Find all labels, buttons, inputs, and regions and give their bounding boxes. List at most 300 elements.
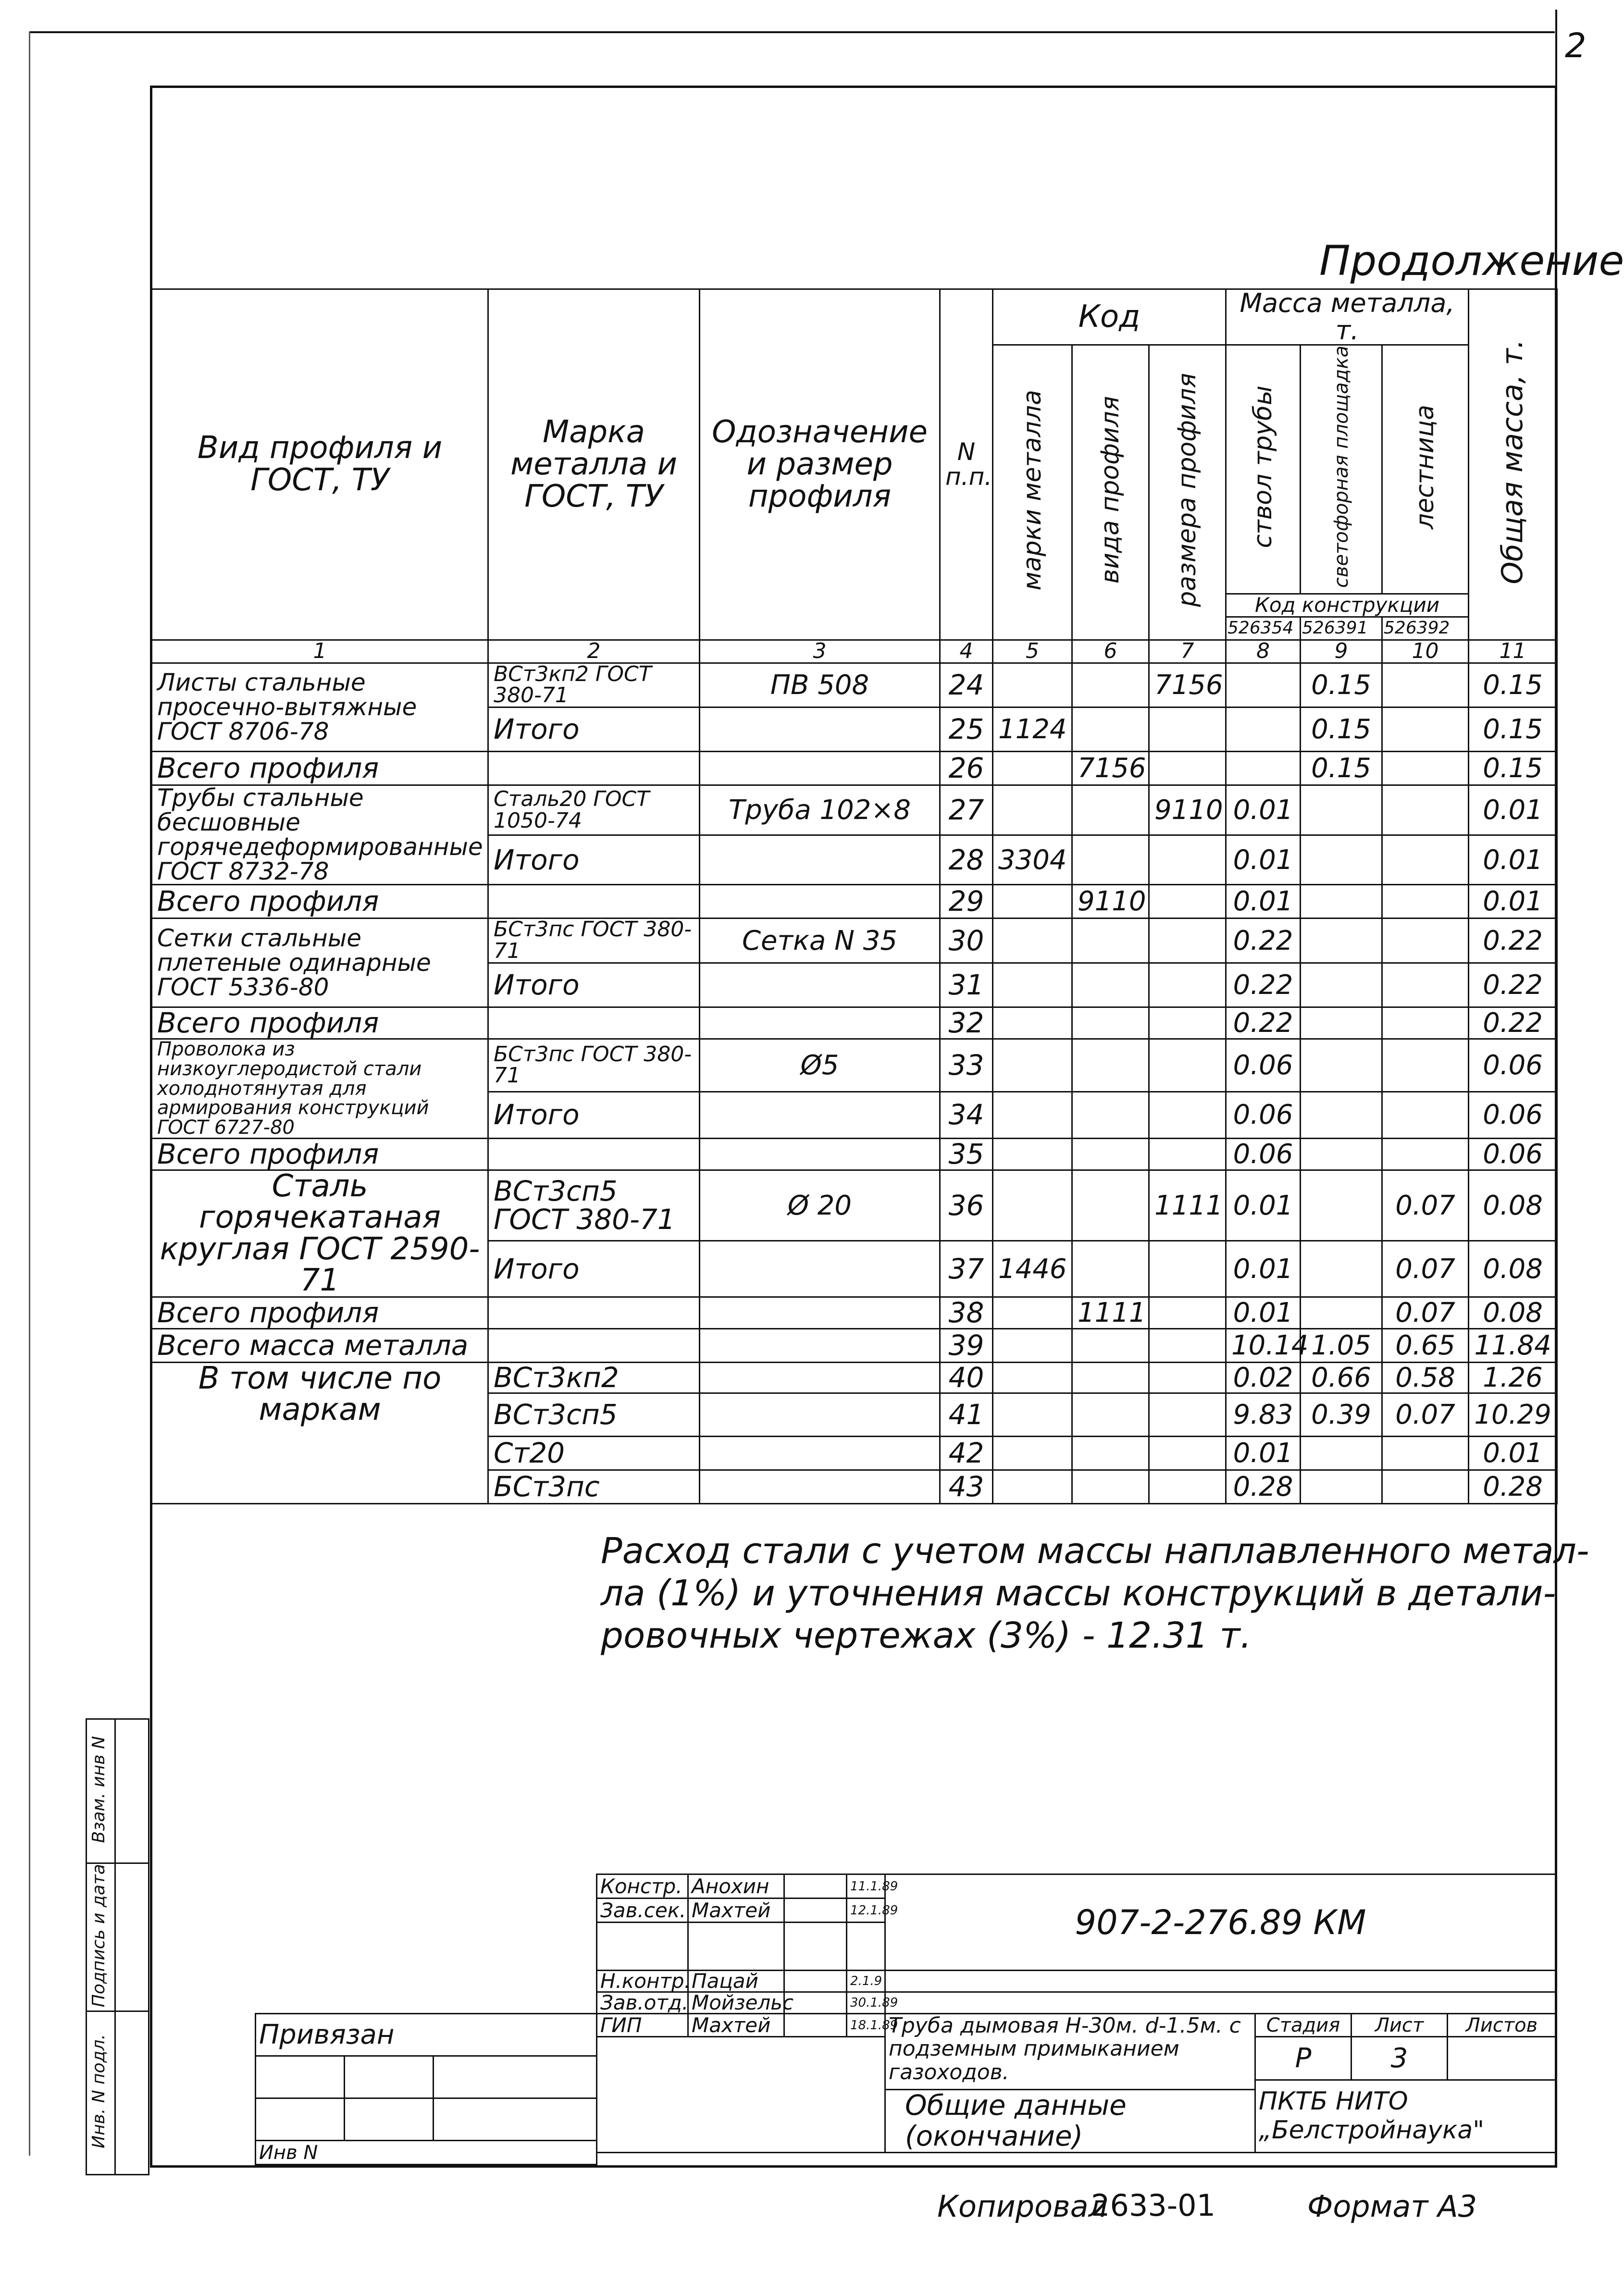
title-block-blank	[885, 1971, 1556, 1992]
cell-k6	[1072, 1241, 1149, 1297]
cell-t: 0.08	[1469, 1170, 1557, 1241]
cell-k6	[1072, 663, 1149, 707]
cell-m8: 0.01	[1226, 835, 1301, 885]
format-label: Формат А3	[1307, 2189, 1477, 2224]
right-edge-line	[1555, 10, 1557, 87]
cell-k7	[1149, 1139, 1226, 1170]
cell-k5	[993, 1297, 1072, 1329]
organization	[1255, 2080, 1556, 2153]
table-row	[152, 663, 1557, 707]
colnum-1: 1	[152, 640, 488, 663]
cell-m8: 0.06	[1226, 1039, 1301, 1092]
cell-k5	[993, 1393, 1072, 1437]
sheets-value	[1448, 2037, 1556, 2080]
cell-c2: Итого	[488, 1092, 700, 1138]
cell-t: 0.15	[1469, 752, 1557, 785]
cell-n: 24	[940, 663, 993, 707]
sheet-title-line-1: Общие данные	[905, 2089, 1127, 2122]
binding-block	[255, 2013, 597, 2165]
document-code: 907-2-276.89 КМ	[885, 1874, 1556, 1971]
object-name: Труба дымовая Н-30м. d-1.5м. с подземным примыканием газоходов.	[885, 2014, 1255, 2090]
role-label	[597, 1923, 688, 1971]
cell-t: 0.01	[1469, 1437, 1557, 1470]
role-name: Пацай	[688, 1971, 784, 1992]
cell-c2: Сталь20 ГОСТ 1050-74	[488, 785, 700, 835]
cell-c3: Ø 20	[700, 1170, 940, 1241]
cell-c3	[700, 1092, 940, 1138]
copied-label: Копировал	[937, 2189, 1108, 2224]
cell-c3	[700, 835, 940, 885]
cell-c1: Всего масса металла	[152, 1329, 488, 1363]
top-border-line	[29, 31, 1555, 33]
role-date: 11.1.89	[847, 1874, 885, 1899]
table-row	[152, 885, 1557, 918]
header-mass-platform-cell	[1301, 345, 1382, 594]
construction-code-3: 526392	[1382, 617, 1469, 640]
org-line-1: ПКТБ НИТО	[1259, 2087, 1408, 2116]
cell-k7: 9110	[1149, 785, 1226, 835]
side-stamp-inv-label: Инв. N подл.	[89, 2034, 109, 2149]
table-row	[152, 918, 1557, 963]
table-row	[152, 752, 1557, 785]
cell-c2: БСт3пс	[488, 1470, 700, 1504]
cell-c2	[488, 885, 700, 918]
header-code-kind-cell	[1072, 345, 1149, 640]
cell-m9	[1301, 1241, 1382, 1297]
role-date: 18.1.89	[847, 2014, 885, 2037]
side-stamp-blank-3	[115, 2011, 149, 2175]
cell-t: 10.29	[1469, 1393, 1557, 1437]
role-date: 12.1.89	[847, 1899, 885, 1923]
role-signature	[784, 2014, 847, 2037]
construction-code-2: 526391	[1301, 617, 1382, 640]
cell-n: 33	[940, 1039, 993, 1092]
sheets-label: Листов	[1448, 2014, 1556, 2037]
cell-n: 39	[940, 1329, 993, 1363]
cell-m9: 1.05	[1301, 1329, 1382, 1363]
cell-k6	[1072, 1363, 1149, 1393]
cell-c3	[700, 1470, 940, 1504]
side-stamp-replaced-label: Взам. инв N	[89, 1736, 109, 1843]
cell-m8	[1226, 707, 1301, 752]
header-mass: Масса металла, т.	[1226, 289, 1469, 345]
cell-m10: 0.58	[1382, 1363, 1469, 1393]
cell-m10	[1382, 885, 1469, 918]
cell-n: 38	[940, 1297, 993, 1329]
cell-c2: ВСт3кп2	[488, 1363, 700, 1393]
cell-n: 40	[940, 1363, 993, 1393]
cell-m10	[1382, 1139, 1469, 1170]
cell-k7	[1149, 707, 1226, 752]
cell-c3	[700, 707, 940, 752]
role-label: Н.контр.	[597, 1971, 688, 1992]
cell-m9	[1301, 918, 1382, 963]
colnum-3: 3	[700, 640, 940, 663]
cell-c3: Труба 102×8	[700, 785, 940, 835]
table-row	[152, 1139, 1557, 1170]
cell-m9	[1301, 1139, 1382, 1170]
cell-c3	[700, 963, 940, 1007]
binding-cell	[345, 2098, 434, 2141]
inv-label: Инв N	[256, 2141, 597, 2165]
cell-m8: 9.83	[1226, 1393, 1301, 1437]
role-signature	[784, 1923, 847, 1971]
colnum-2: 2	[488, 640, 700, 663]
cell-m9	[1301, 835, 1382, 885]
cell-m9	[1301, 1170, 1382, 1241]
cell-k7	[1149, 918, 1226, 963]
cell-t: 11.84	[1469, 1329, 1557, 1363]
top-left-corner-line	[29, 31, 30, 2156]
cell-m9	[1301, 885, 1382, 918]
table-row	[152, 1297, 1557, 1329]
table-row	[152, 1039, 1557, 1092]
cell-m10	[1382, 707, 1469, 752]
note-line-3: ровочных чертежах (3%) - 12.31 т.	[601, 1615, 1252, 1656]
cell-m8: 0.01	[1226, 785, 1301, 835]
header-total-cell	[1469, 289, 1557, 640]
cell-m8	[1226, 663, 1301, 707]
stage-value: Р	[1255, 2037, 1351, 2080]
role-signature	[784, 1992, 847, 2014]
cell-t: 0.06	[1469, 1139, 1557, 1170]
cell-c2: Ст20	[488, 1437, 700, 1470]
cell-k5	[993, 885, 1072, 918]
cell-c3	[700, 1007, 940, 1039]
side-stamp-signature-label: Подпись и дата	[89, 1864, 109, 2008]
cell-n: 43	[940, 1470, 993, 1504]
sheet-value: 3	[1351, 2037, 1448, 2080]
cell-k6	[1072, 785, 1149, 835]
role-date	[847, 1923, 885, 1971]
cell-t: 0.28	[1469, 1470, 1557, 1504]
header-code-grade: марки металла	[1017, 389, 1047, 591]
cell-c1: Всего профиля	[152, 1139, 488, 1170]
header-mass-platform: светофорная площадка	[1330, 346, 1352, 588]
title-block-left-blank	[597, 2037, 885, 2153]
cell-n: 28	[940, 835, 993, 885]
cell-t: 1.26	[1469, 1363, 1557, 1393]
cell-c2: Итого	[488, 1241, 700, 1297]
cell-m8: 0.01	[1226, 1297, 1301, 1329]
cell-m9	[1301, 1470, 1382, 1504]
cell-c3	[700, 1241, 940, 1297]
cell-m9: 0.39	[1301, 1393, 1382, 1437]
cell-t: 0.06	[1469, 1092, 1557, 1138]
role-label: ГИП	[597, 2014, 688, 2037]
cell-m9	[1301, 1437, 1382, 1470]
table-row	[152, 785, 1557, 835]
cell-m8: 0.06	[1226, 1139, 1301, 1170]
continuation-label: Продолжение	[1319, 237, 1624, 285]
binding-cell	[256, 2056, 345, 2098]
cell-k6	[1072, 1139, 1149, 1170]
header-construction-code: Код конструкции	[1226, 594, 1469, 617]
cell-m10: 0.07	[1382, 1170, 1469, 1241]
cell-k7	[1149, 1039, 1226, 1092]
cell-m8	[1226, 752, 1301, 785]
cell-n: 31	[940, 963, 993, 1007]
cell-c3: Сетка N 35	[700, 918, 940, 963]
cell-k6	[1072, 707, 1149, 752]
header-code-size: размера профиля	[1173, 373, 1202, 607]
cell-c3	[700, 885, 940, 918]
cell-m10	[1382, 663, 1469, 707]
sheet-title	[885, 2090, 1255, 2153]
cell-k6	[1072, 1170, 1149, 1241]
cell-k5: 3304	[993, 835, 1072, 885]
header-code-grade-cell	[993, 345, 1072, 640]
role-label: Констр.	[597, 1874, 688, 1899]
cell-n: 30	[940, 918, 993, 963]
cell-k6	[1072, 1007, 1149, 1039]
cell-n: 32	[940, 1007, 993, 1039]
colnum-7: 7	[1149, 640, 1226, 663]
role-date: 30.1.89	[847, 1992, 885, 2014]
cell-k6	[1072, 963, 1149, 1007]
header-mass-trunk-cell	[1226, 345, 1301, 594]
cell-k7	[1149, 1297, 1226, 1329]
cell-c3	[700, 1363, 940, 1393]
cell-c2: ВСт3кп2 ГОСТ 380-71	[488, 663, 700, 707]
binding-cell	[434, 2098, 597, 2141]
cell-c1: Всего профиля	[152, 752, 488, 785]
side-stamp-blank-2	[115, 1863, 149, 2011]
side-stamp-blank-1	[115, 1719, 149, 1863]
binding-cell	[256, 2098, 345, 2141]
colnum-4: 4	[940, 640, 993, 663]
cell-c2: Итого	[488, 963, 700, 1007]
cell-c2	[488, 1007, 700, 1039]
cell-k7	[1149, 1393, 1226, 1437]
cell-n: 27	[940, 785, 993, 835]
sheet-title-line-2: (окончание)	[905, 2119, 1083, 2152]
side-stamp-cell-signature	[87, 1863, 115, 2011]
cell-n: 25	[940, 707, 993, 752]
cell-t: 0.06	[1469, 1039, 1557, 1092]
cell-k6	[1072, 1329, 1149, 1363]
cell-k7	[1149, 1363, 1226, 1393]
cell-k7	[1149, 835, 1226, 885]
cell-k7	[1149, 1092, 1226, 1138]
cell-k6	[1072, 1393, 1149, 1437]
bound-label: Привязан	[256, 2014, 597, 2056]
title-block	[596, 1874, 1557, 2153]
cell-k5	[993, 1329, 1072, 1363]
colnum-5: 5	[993, 640, 1072, 663]
cell-k6: 9110	[1072, 885, 1149, 918]
cell-k6: 7156	[1072, 752, 1149, 785]
cell-k7: 1111	[1149, 1170, 1226, 1241]
header-code: Код	[993, 289, 1226, 345]
cell-k6	[1072, 1470, 1149, 1504]
cell-k7	[1149, 1470, 1226, 1504]
cell-k6	[1072, 835, 1149, 885]
cell-k5	[993, 785, 1072, 835]
cell-k6	[1072, 1092, 1149, 1138]
cell-m10	[1382, 918, 1469, 963]
cell-c1: Сетки стальные плетеные одинарные ГОСТ 5336-80	[152, 918, 488, 1007]
cell-c3	[700, 1437, 940, 1470]
cell-m10	[1382, 1470, 1469, 1504]
cell-c3: Ø5	[700, 1039, 940, 1092]
cell-m10	[1382, 785, 1469, 835]
role-signature	[784, 1971, 847, 1992]
cell-c1: Всего профиля	[152, 1007, 488, 1039]
cell-c3	[700, 1329, 940, 1363]
role-label: Зав.сек.	[597, 1899, 688, 1923]
cell-c2	[488, 752, 700, 785]
header-profile: Вид профиля и ГОСТ, ТУ	[152, 289, 488, 640]
header-mass-ladder-cell	[1382, 345, 1469, 594]
header-grade: Марка металла и ГОСТ, ТУ	[488, 289, 700, 640]
cell-k7	[1149, 1329, 1226, 1363]
colnum-6: 6	[1072, 640, 1149, 663]
title-block-blank	[885, 1992, 1556, 2014]
cell-c1: Листы стальные просечно-вытяжные ГОСТ 8706-78	[152, 663, 488, 752]
construction-code-1: 526354	[1226, 617, 1301, 640]
cell-k5	[993, 1039, 1072, 1092]
cell-m9	[1301, 1007, 1382, 1039]
colnum-11: 11	[1469, 640, 1557, 663]
stage-label: Стадия	[1255, 2014, 1351, 2037]
cell-k6: 1111	[1072, 1297, 1149, 1329]
cell-c1: Всего профиля	[152, 885, 488, 918]
cell-k7	[1149, 1241, 1226, 1297]
cell-c2	[488, 1297, 700, 1329]
header-total: Общая масса, т.	[1496, 339, 1530, 585]
cell-m10	[1382, 1007, 1469, 1039]
cell-k5: 1446	[993, 1241, 1072, 1297]
cell-k5	[993, 1092, 1072, 1138]
cell-m8: 0.28	[1226, 1470, 1301, 1504]
side-stamp-cell-inv	[87, 2011, 115, 2175]
role-name	[688, 1923, 784, 1971]
cell-k7	[1149, 963, 1226, 1007]
table-row	[152, 1363, 1557, 1393]
cell-c2: БСт3пс ГОСТ 380-71	[488, 1039, 700, 1092]
cell-m10	[1382, 963, 1469, 1007]
cell-m9: 0.15	[1301, 663, 1382, 707]
cell-k5: 1124	[993, 707, 1072, 752]
cell-t: 0.15	[1469, 663, 1557, 707]
cell-m10: 0.07	[1382, 1241, 1469, 1297]
role-name: Махтей	[688, 1899, 784, 1923]
cell-n: 42	[940, 1437, 993, 1470]
cell-m10: 0.65	[1382, 1329, 1469, 1363]
cell-c3	[700, 1393, 940, 1437]
sheet-label: Лист	[1351, 2014, 1448, 2037]
cell-t: 0.01	[1469, 885, 1557, 918]
colnum-8: 8	[1226, 640, 1301, 663]
cell-m10: 0.07	[1382, 1393, 1469, 1437]
cell-n: 34	[940, 1092, 993, 1138]
cell-k7	[1149, 885, 1226, 918]
cell-m8: 0.01	[1226, 1437, 1301, 1470]
specification-body	[152, 663, 1557, 1504]
header-code-kind: вида профиля	[1096, 396, 1125, 584]
cell-t: 0.01	[1469, 835, 1557, 885]
cell-m9	[1301, 785, 1382, 835]
cell-c3	[700, 1139, 940, 1170]
cell-n: 37	[940, 1241, 993, 1297]
cell-t: 0.22	[1469, 963, 1557, 1007]
cell-k7: 7156	[1149, 663, 1226, 707]
cell-k5	[993, 1170, 1072, 1241]
note-line-2: ла (1%) и уточнения массы конструкций в детали-	[601, 1573, 1556, 1614]
cell-m9	[1301, 1092, 1382, 1138]
cell-t: 0.22	[1469, 1007, 1557, 1039]
side-stamp	[86, 1718, 149, 2175]
role-label: Зав.отд.	[597, 1992, 688, 2014]
cell-t: 0.08	[1469, 1297, 1557, 1329]
cell-m8: 0.01	[1226, 885, 1301, 918]
cell-t: 0.01	[1469, 785, 1557, 835]
cell-m9: 0.15	[1301, 752, 1382, 785]
cell-k7	[1149, 1437, 1226, 1470]
cell-m9	[1301, 1297, 1382, 1329]
cell-m10	[1382, 752, 1469, 785]
cell-c2: ВСт3сп5	[488, 1393, 700, 1437]
cell-k5	[993, 752, 1072, 785]
cell-k5	[993, 918, 1072, 963]
column-number-row	[152, 640, 1557, 663]
specification-table	[151, 288, 1558, 1504]
cell-c3	[700, 1297, 940, 1329]
binding-cell	[345, 2056, 434, 2098]
cell-m9	[1301, 963, 1382, 1007]
cell-k5	[993, 1470, 1072, 1504]
cell-t: 0.15	[1469, 707, 1557, 752]
cell-c3	[700, 752, 940, 785]
cell-m8: 10.14	[1226, 1329, 1301, 1363]
cell-m8: 0.22	[1226, 918, 1301, 963]
role-signature	[784, 1899, 847, 1923]
table-row	[152, 1170, 1557, 1241]
cell-c1: Сталь горячекатаная круглая ГОСТ 2590-71	[152, 1170, 488, 1297]
cell-n: 41	[940, 1393, 993, 1437]
cell-m8: 0.22	[1226, 1007, 1301, 1039]
binding-cell	[434, 2056, 597, 2098]
cell-c2: ВСт3сп5 ГОСТ 380-71	[488, 1170, 700, 1241]
cell-c2: Итого	[488, 707, 700, 752]
cell-k5	[993, 663, 1072, 707]
cell-n: 29	[940, 885, 993, 918]
cell-n: 35	[940, 1139, 993, 1170]
table-row	[152, 1329, 1557, 1363]
cell-k6	[1072, 1437, 1149, 1470]
cell-m10	[1382, 1039, 1469, 1092]
role-name: Мойзельс	[688, 1992, 784, 2014]
cell-m9: 0.15	[1301, 707, 1382, 752]
cell-m8: 0.01	[1226, 1170, 1301, 1241]
header-designation: Одозначение и размер профиля	[700, 289, 940, 640]
cell-t: 0.08	[1469, 1241, 1557, 1297]
cell-k5	[993, 1139, 1072, 1170]
role-signature	[784, 1874, 847, 1899]
role-name: Махтей	[688, 2014, 784, 2037]
cell-m8: 0.06	[1226, 1092, 1301, 1138]
cell-t: 0.22	[1469, 918, 1557, 963]
colnum-10: 10	[1382, 640, 1469, 663]
note-line-1: Расход стали с учетом массы наплавленного метал-	[601, 1530, 1589, 1572]
org-line-2: „Белстройнаука"	[1259, 2115, 1485, 2145]
cell-m10	[1382, 835, 1469, 885]
table-row	[152, 1007, 1557, 1039]
cell-c2	[488, 1329, 700, 1363]
cell-k7	[1149, 1007, 1226, 1039]
cell-k5	[993, 963, 1072, 1007]
